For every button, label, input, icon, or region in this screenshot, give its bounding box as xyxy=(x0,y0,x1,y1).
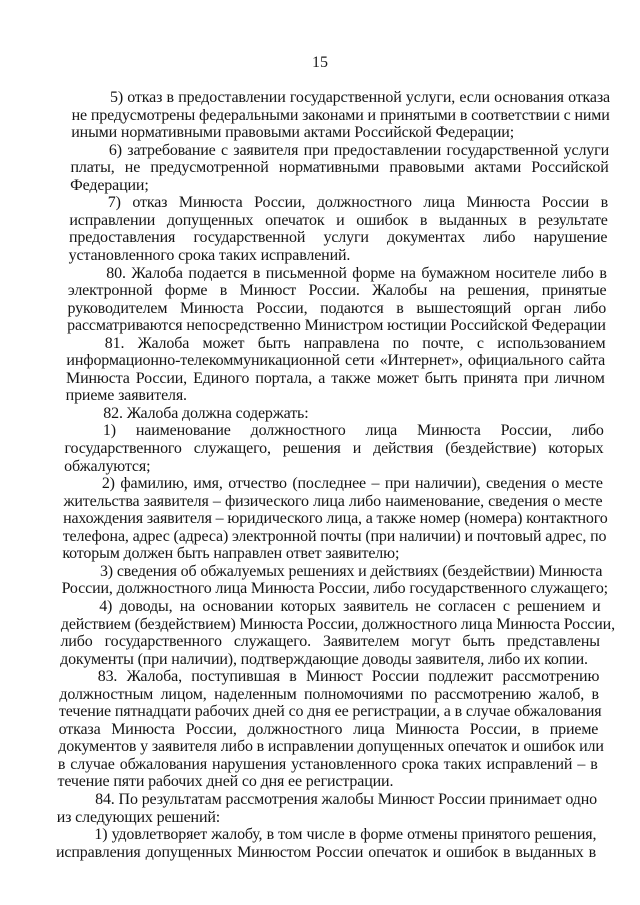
paragraph-line: документов у заявителя либо в исправлении допущенных опечаток и ошибок или xyxy=(58,738,604,756)
paragraph-line: электронной форме в Минюст России. Жалобы на решения, принятые xyxy=(67,282,607,300)
paragraph-line: приеме заявителя. xyxy=(65,387,187,405)
paragraph-line: Минюста России, Единого портала, а также может быть принята при личном xyxy=(66,369,605,387)
paragraph-line: из следующих решений: xyxy=(56,808,221,826)
paragraph-line: должностным лицом, наделенным полномочиями по рассмотрению жалоб, в xyxy=(59,685,599,703)
paragraph-line: платы, не предусмотренной нормативными правовыми актами Российской xyxy=(70,159,609,177)
paragraph-line: нахождения заявителя – юридического лица, а также номер (номера) контактного xyxy=(63,510,608,528)
paragraph-line: Федерации; xyxy=(70,176,149,194)
paragraph-line: в случае обжалования нарушения установленного срока таких исправлений – в xyxy=(57,755,598,773)
paragraph-line: документы (при наличии), подтверждающие доводы заявителя, либо их копии. xyxy=(60,650,588,668)
paragraph-first-line: 1) наименование должностного лица Минюста России, либо xyxy=(102,422,604,440)
paragraph-line: государственного служащего, решения и действия (бездействие) которых xyxy=(64,440,604,457)
paragraph-first-line: 84. По результатам рассмотрения жалобы Минюст России принимает одно xyxy=(95,791,597,808)
paragraph-line: течение пятнадцати рабочих дней со дня ее регистрации, а в случае обжалования xyxy=(58,703,602,721)
paragraph-line: не предусмотрены федеральными законами и принятыми в соответствии с ними xyxy=(71,106,610,124)
paragraph-line: установленного срока таких исправлений. xyxy=(68,246,351,264)
paragraph-line: рассматриваются непосредственно Министром юстиции Российской Федерации xyxy=(67,317,606,335)
paragraph-line: руководителем Минюста России, подаются в вышестоящий орган либо xyxy=(67,299,607,317)
paragraph-line: России, должностного лица Минюста России, либо государственного служащего; xyxy=(61,580,608,598)
paragraph-line: течение пяти рабочих дней со дня ее регистрации. xyxy=(57,773,394,791)
paragraph-line: телефона, адрес (адреса) электронной почты (при наличии) и почтовый адрес, по xyxy=(62,527,607,545)
paragraph-line: которым должен быть направлен ответ заявителю; xyxy=(62,545,400,563)
paragraph-line: обжалуются; xyxy=(64,457,151,475)
paragraph-first-line: 80. Жалоба подается в письменной форме на бумажном носителе либо в xyxy=(106,264,607,282)
paragraph-line: жительства заявителя – физического лица либо наименование, сведения о месте xyxy=(63,492,603,510)
paragraph-first-line: 81. Жалоба может быть направлена по почте, с использованием xyxy=(104,334,606,352)
paragraph-line: либо государственного служащего. Заявителем могут быть представлены xyxy=(60,633,600,651)
paragraph-line: предоставления государственной услуги документах либо нарушение xyxy=(69,229,608,247)
paragraph-first-line: 2) фамилию, имя, отчество (последнее – при наличии), сведения о месте xyxy=(101,475,603,493)
paragraph-line: действием (бездействием) Минюста России, должностного лица Минюста России, xyxy=(60,615,615,633)
paragraph-line: исправления допущенных Минюстом России опечаток и ошибок в выданных в xyxy=(56,843,596,861)
paragraph-first-line: 1) удовлетворяет жалобу, в том числе в форме отмены принятого решения, xyxy=(94,826,597,844)
paragraph-first-line: 4) доводы, на основании которых заявитель не согласен с решением и xyxy=(99,597,601,615)
paragraph-line: исправлении допущенных опечаток и ошибок в выданных в результате xyxy=(69,211,608,229)
paragraph-line: иными нормативными правовыми актами Российской Федерации; xyxy=(71,124,514,142)
paragraph-first-line: 6) затребование с заявителя при предоставлении государственной услуги xyxy=(108,141,609,159)
paragraph-first-line: 7) отказ Минюста России, должностного лица Минюста России в xyxy=(107,194,609,212)
paragraph-first-line: 83. Жалоба, поступившая в Минюст России подлежит рассмотрению xyxy=(97,668,600,686)
page-number: 15 xyxy=(312,54,328,71)
paragraph-line: отказа Минюста России, должностного лица Минюста России, в приеме xyxy=(58,720,599,738)
paragraph-line: информационно-телекоммуникационной сети «Интернет», официального сайта xyxy=(66,352,606,370)
paragraph-first-line: 3) сведения об обжалуемых решениях и действиях (бездействии) Минюста xyxy=(99,562,603,580)
paragraph-first-line: 5) отказ в предоставлении государственной услуги, если основания отказа xyxy=(110,89,610,106)
paragraph-first-line: 82. Жалоба должна содержать: xyxy=(103,404,309,422)
